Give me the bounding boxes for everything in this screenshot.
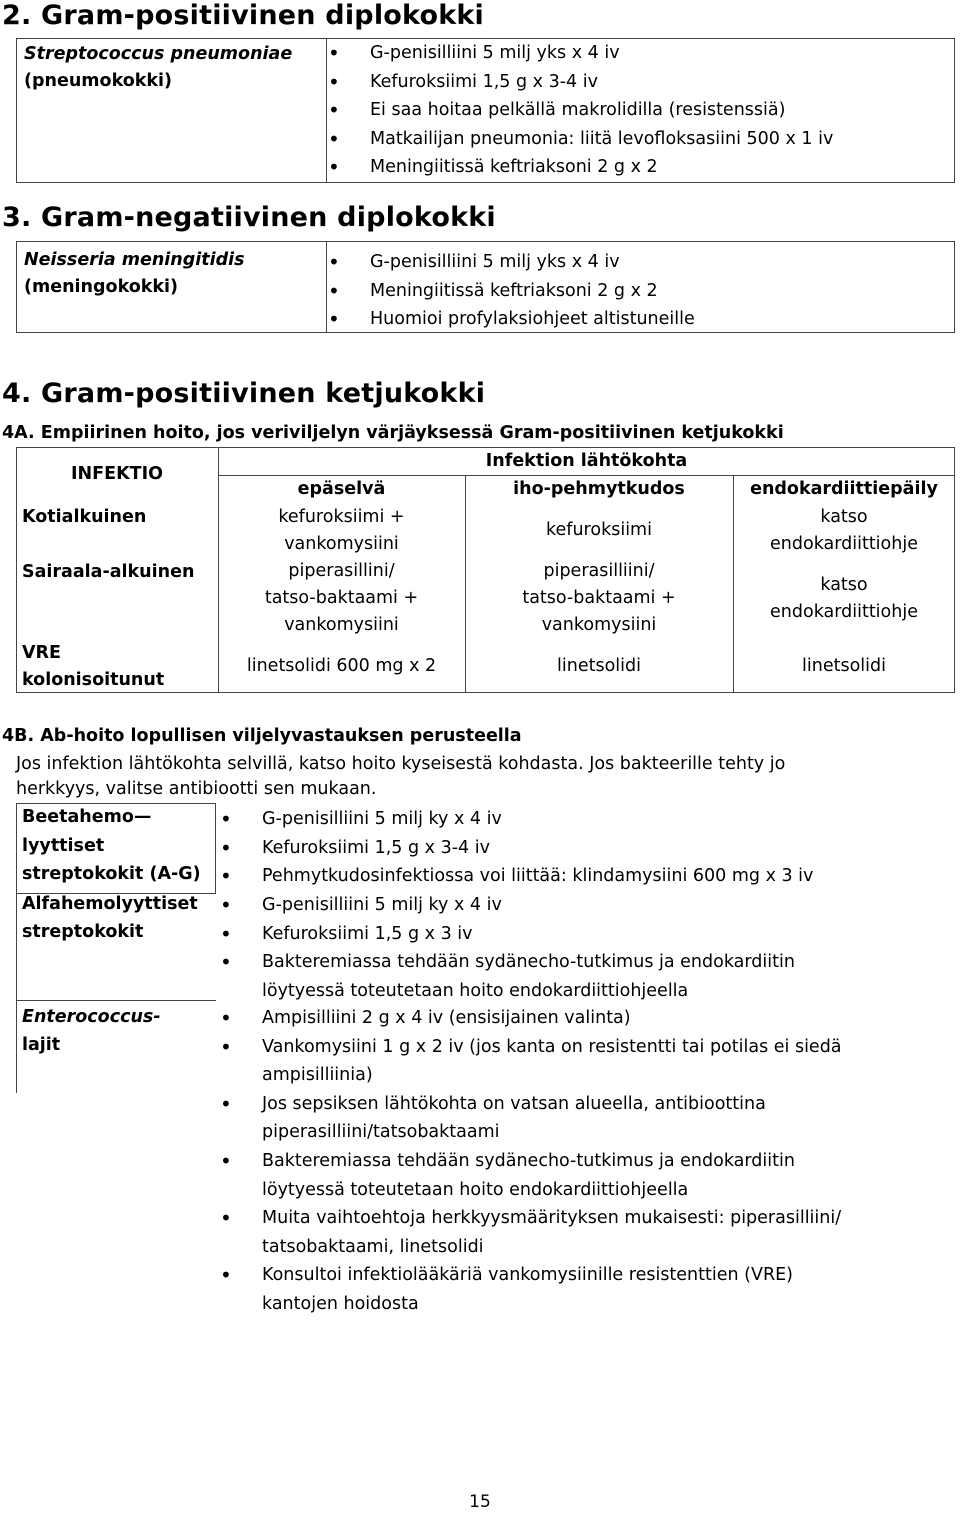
table-cell: katso endokardiittiohje [770,507,918,554]
table-cell: piperasilliini/ tatso-baktaami + vankomysiini [522,561,676,635]
list-item: • G-penisilliini 5 milj ky x 4 iv [214,805,813,834]
list-item: • Pehmytkudosinfektiossa voi liittää: klindamysiini 600 mg x 3 iv [214,862,813,891]
list-item: • Vankomysiini 1 g x 2 iv (jos kanta on resistentti tai potilas ei siedä ampisilliinia) [214,1033,842,1090]
table-cell: kefuroksiimi [546,520,652,540]
section-4b-text: Jos infektion lähtökohta selvillä, katso hoito kyseisestä kohdasta. Jos bakteerille tehty jo [16,754,786,774]
section-4b-heading: 4B. Ab-hoito lopullisen viljelyvastauksen perusteella [2,726,522,746]
row-label: Sairaala-alkuinen [22,562,195,582]
table-cell: linetsolidi [802,656,886,676]
list-item: • Meningiitissä keftriaksoni 2 g x 2 [322,277,695,306]
group-treatment-list [214,891,795,1005]
list-item: • Bakteremiassa tehdään sydänecho-tutkimus ja endokardiitin löytyessä toteutetaan hoito endokardiittiohjeella [214,948,795,1005]
table-cell: kefuroksiimi + vankomysiini [278,507,405,554]
table-cell: linetsolidi 600 mg x 2 [246,656,437,676]
group-label: Alfahemolyyttiset streptokokit [22,894,198,942]
table-cell: katso endokardiittiohje [770,575,918,622]
column-header: endokardiittiepäily [750,479,938,499]
group-treatment-list [214,805,813,891]
group-label: Enterococcus- lajit [22,1007,161,1055]
table-cell: piperasillini/ tatso-baktaami + vankomysiini [264,561,419,635]
list-item: • Ei saa hoitaa pelkällä makrolidilla (resistenssiä) [322,96,833,125]
list-item: • Ampisilliini 2 g x 4 iv (ensisijainen valinta) [214,1004,842,1033]
section-4-heading: 4. Gram-positiivinen ketjukokki [2,378,486,409]
list-item: • Huomioi profylaksiohjeet altistuneille [322,305,695,334]
list-item: • G-penisilliini 5 milj ky x 4 iv [214,891,795,920]
section-4b-text: herkkyys, valitse antibiootti sen mukaan. [16,779,377,799]
list-item: • G-penisilliini 5 milj yks x 4 iv [322,248,695,277]
table-cell: linetsolidi [557,656,641,676]
list-item: • Konsultoi infektiolääkäriä vankomysiinille resistenttien (VRE) kantojen hoidosta [214,1261,842,1318]
column-header: epäselvä [297,479,386,499]
group-label: Beetahemo— lyyttiset streptokokit (A-G) [22,807,201,884]
list-item: • Kefuroksiimi 1,5 g x 3-4 iv [322,68,833,97]
section-3-treatment-list [322,248,695,334]
organism-name: Streptococcus pneumoniae [24,44,293,64]
section-2-treatment-list [322,39,833,182]
infektio-header: INFEKTIO [71,464,163,484]
row-label: VRE kolonisoitunut [22,643,165,690]
list-item: • Bakteremiassa tehdään sydänecho-tutkimus ja endokardiitin löytyessä toteutetaan hoito endokardiittiohjeella [214,1147,842,1204]
page-number: 15 [469,1492,491,1512]
list-item: • Meningiitissä keftriaksoni 2 g x 2 [322,153,833,182]
group-border [16,1000,216,1001]
section-2-heading: 2. Gram-positiivinen diplokokki [2,0,484,31]
organism-common-name: (meningokokki) [24,277,179,297]
group-treatment-list [214,1004,842,1319]
column-header: iho-pehmytkudos [513,479,685,499]
list-item: • G-penisilliini 5 milj yks x 4 iv [322,39,833,68]
list-item: • Kefuroksiimi 1,5 g x 3-4 iv [214,834,813,863]
list-item: • Muita vaihtoehtoja herkkyysmäärityksen mukaisesti: piperasilliini/ tatsobaktaami, linetsolidi [214,1204,842,1261]
list-item: • Matkailijan pneumonia: liitä levofloksasiini 500 x 1 iv [322,125,833,154]
section-4a-heading: 4A. Empiirinen hoito, jos veriviljelyn värjäyksessä Gram-positiivinen ketjukokki [2,423,784,443]
organism-name: Neisseria meningitidis [24,250,245,270]
row-label: Kotialkuinen [22,507,147,527]
list-item: • Kefuroksiimi 1,5 g x 3 iv [214,920,795,949]
list-item: • Jos sepsiksen lähtökohta on vatsan alueella, antibioottina piperasilliini/tatsobaktaami [214,1090,842,1147]
section-3-heading: 3. Gram-negatiivinen diplokokki [2,202,496,233]
group-header: Infektion lähtökohta [485,451,688,471]
organism-common-name: (pneumokokki) [24,71,173,91]
group-border [16,803,17,1093]
